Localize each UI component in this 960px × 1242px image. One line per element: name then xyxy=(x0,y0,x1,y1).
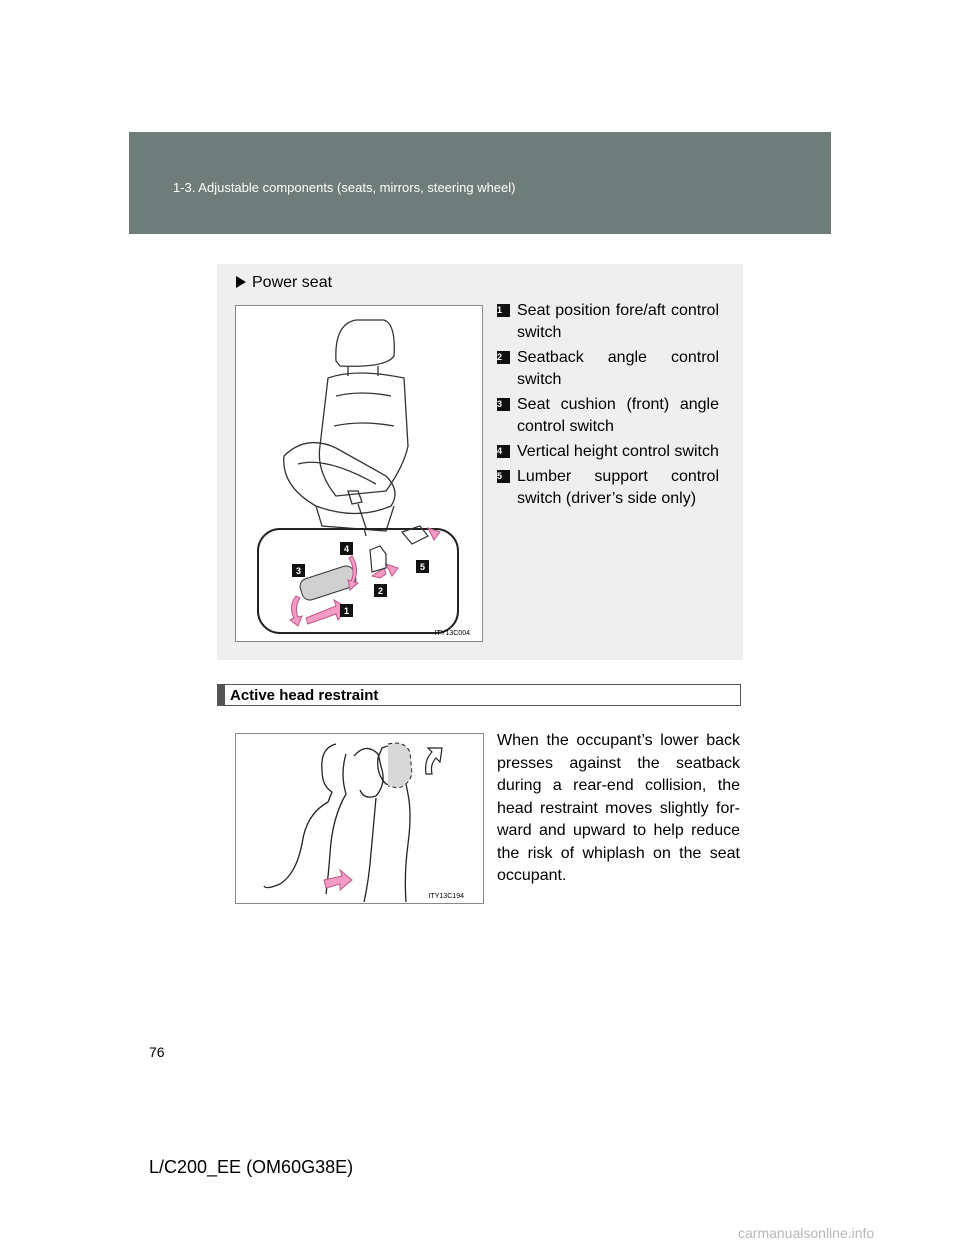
item-text: Seatback angle control switch xyxy=(517,349,719,388)
power-seat-illustration xyxy=(236,306,482,641)
callout-5-label: 5 xyxy=(419,562,426,572)
list-item xyxy=(497,347,719,391)
callout-3-label: 3 xyxy=(295,566,302,576)
callout-1-label: 1 xyxy=(343,606,350,616)
list-item xyxy=(497,466,719,510)
switch-list xyxy=(497,300,719,513)
seatback-rear xyxy=(404,774,410,902)
section-heading: Active head restraint xyxy=(230,687,379,704)
watermark: carmanualsonline.info xyxy=(738,1225,875,1241)
headrest-shape xyxy=(336,320,394,366)
heading-marker xyxy=(218,685,225,705)
seatback-front xyxy=(364,798,376,902)
figure-code: ITY13C194 xyxy=(428,893,464,900)
seatback-switch-shape xyxy=(370,546,386,572)
item-text: Vertical height control switch xyxy=(517,443,719,460)
small-arrow xyxy=(386,564,398,576)
power-seat-label: Power seat xyxy=(252,274,333,291)
page-number: 76 xyxy=(149,1044,165,1060)
item-number-badge: 3 xyxy=(497,398,510,411)
callout-line xyxy=(358,504,366,528)
head-restraint-illustration xyxy=(236,734,483,903)
page-header xyxy=(129,132,831,234)
seatback-stitching xyxy=(334,393,394,426)
item-number-badge: 5 xyxy=(497,470,510,483)
item-number-badge: 1 xyxy=(497,304,510,317)
list-item xyxy=(497,300,719,344)
power-seat-figure xyxy=(235,305,483,642)
callout-2-label: 2 xyxy=(377,586,384,596)
head-restraint-description: When the occupant’s lower back presses against the seatback during a rear-end collision, the head restraint moves slightly for-ward and upward to help reduce the risk of whiplash on the seat occupant. xyxy=(497,732,740,884)
figure-code: ITY13C004 xyxy=(434,630,470,637)
head-restraint-figure xyxy=(235,733,484,904)
item-text: Seat cushion (front) angle control switch xyxy=(517,396,719,435)
occupant-outline xyxy=(264,744,336,888)
head-restraint-forward-position xyxy=(388,743,412,788)
seat-cushion-shape xyxy=(284,443,395,514)
item-number-badge: 2 xyxy=(497,351,510,364)
triangle-bullet-icon xyxy=(236,276,246,288)
item-number-badge: 4 xyxy=(497,445,510,458)
list-item xyxy=(497,394,719,438)
item-text: Lumber support control switch (driver’s side only) xyxy=(517,468,719,507)
item-text: Seat position fore/aft control switch xyxy=(517,302,719,341)
power-seat-heading xyxy=(236,274,332,292)
angle-arrow xyxy=(290,596,302,626)
upward-arrow xyxy=(426,748,442,774)
cushion-stitching xyxy=(298,462,376,484)
callout-4-label: 4 xyxy=(343,544,350,554)
headrest-posts xyxy=(348,366,378,376)
power-seat-panel xyxy=(217,264,743,660)
seat-switch-cluster xyxy=(348,491,362,504)
switch-detail-frame xyxy=(258,529,458,633)
list-item xyxy=(497,441,719,463)
section-title: 1-3. Adjustable components (seats, mirrors, steering wheel) xyxy=(173,180,516,195)
document-id: L/C200_EE (OM60G38E) xyxy=(149,1157,354,1177)
section-heading-bar xyxy=(217,684,741,706)
